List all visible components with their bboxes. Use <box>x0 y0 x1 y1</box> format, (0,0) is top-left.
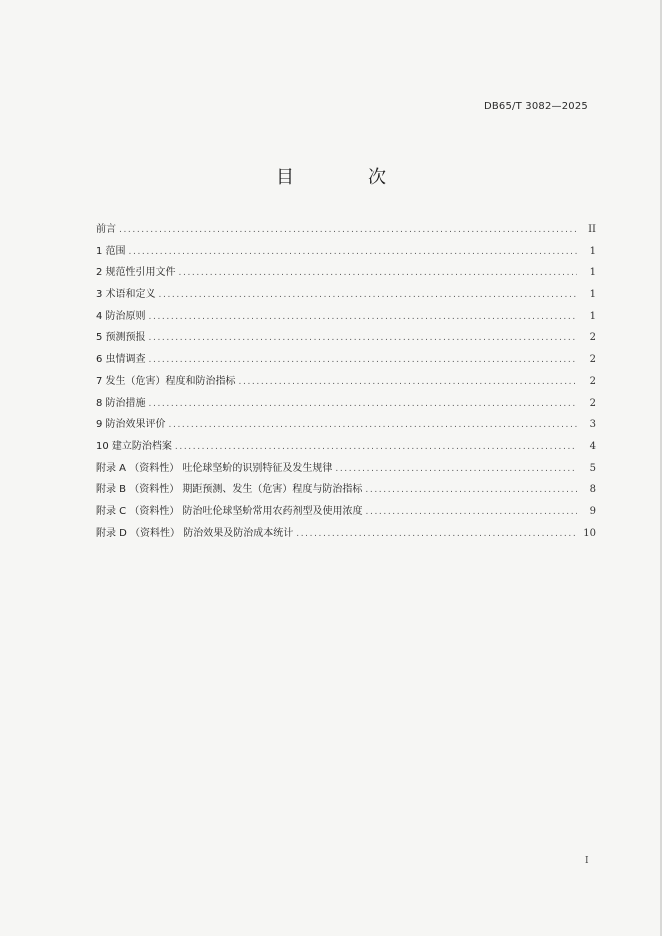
toc-leader-dots <box>159 285 577 307</box>
toc-entry[interactable] <box>96 371 596 393</box>
toc-entry-label: 附录 B （资料性） 期距预测、发生（危害）程度与防治指标 <box>96 484 363 496</box>
toc-entry-label: 8 防治措施 <box>96 397 146 409</box>
toc-entry-label: 附录 A （资料性） 吐伦球坚蚧的识别特征及发生规律 <box>96 462 333 474</box>
toc-entry[interactable] <box>96 501 596 523</box>
toc-entry[interactable] <box>96 262 596 284</box>
toc-entry-page: 2 <box>589 375 596 387</box>
toc-leader-dots <box>149 350 577 372</box>
toc-entry[interactable] <box>96 414 596 436</box>
toc-entry-page: 2 <box>589 397 596 409</box>
toc-leader-dots <box>239 372 577 394</box>
toc-entry-label: 4 防治原则 <box>96 310 146 322</box>
toc-entry-label: 2 规范性引用文件 <box>96 267 176 279</box>
toc-entry-label: 附录 C （资料性） 防治吐伦球坚蚧常用农药剂型及使用浓度 <box>96 505 363 517</box>
page-number: I <box>585 856 589 866</box>
toc-entry[interactable] <box>96 436 596 458</box>
toc-entry-label: 附录 D （资料性） 防治效果及防治成本统计 <box>96 527 294 539</box>
toc-entry[interactable] <box>96 327 596 349</box>
toc-entry-page: 8 <box>589 484 596 496</box>
toc-entry[interactable] <box>96 479 596 501</box>
toc-leader-dots <box>365 480 577 502</box>
toc-entry-page: 2 <box>589 332 596 344</box>
toc-entry-label: 前言 <box>96 224 116 235</box>
toc-entry[interactable] <box>96 349 596 371</box>
table-of-contents <box>96 219 596 544</box>
toc-leader-dots <box>149 394 577 416</box>
toc-entry-page: II <box>588 224 596 235</box>
toc-entry-label: 1 范围 <box>96 245 126 257</box>
toc-leader-dots <box>169 415 577 437</box>
toc-entry-label: 10 建立防治档案 <box>96 440 172 452</box>
toc-entry[interactable] <box>96 393 596 415</box>
toc-leader-dots <box>129 242 577 264</box>
toc-leader-dots <box>335 459 577 481</box>
toc-entry-page: 1 <box>589 245 596 257</box>
toc-entry-label: 5 预测预报 <box>96 332 146 344</box>
standard-code: DB65/T 3082—2025 <box>483 101 588 112</box>
toc-entry-page: 1 <box>589 289 596 301</box>
toc-entry-page: 9 <box>589 505 596 517</box>
toc-entry-label: 3 术语和定义 <box>96 289 156 301</box>
toc-leader-dots <box>175 437 577 459</box>
toc-entry-page: 3 <box>589 419 596 431</box>
toc-entry-label: 6 虫情调查 <box>96 354 146 366</box>
toc-leader-dots <box>149 307 577 329</box>
toc-entry-page: 10 <box>583 527 596 539</box>
toc-entry-page: 1 <box>589 310 596 322</box>
toc-entry[interactable] <box>96 241 596 263</box>
toc-entry-page: 5 <box>589 462 596 474</box>
toc-leader-dots <box>296 524 577 546</box>
toc-leader-dots <box>149 328 577 350</box>
toc-entry[interactable] <box>96 219 596 241</box>
toc-leader-dots <box>366 502 577 524</box>
toc-entry-label: 7 发生（危害）程度和防治指标 <box>96 375 236 387</box>
toc-entry[interactable] <box>96 306 596 328</box>
toc-entry[interactable] <box>96 458 596 480</box>
toc-leader-dots <box>119 220 577 242</box>
toc-entry-page: 1 <box>589 267 596 279</box>
toc-entry-page: 2 <box>589 354 596 366</box>
toc-title: 目 次 <box>276 167 414 188</box>
toc-entry[interactable] <box>96 284 596 306</box>
toc-leader-dots <box>179 263 577 285</box>
toc-entry[interactable] <box>96 523 596 545</box>
toc-entry-page: 4 <box>589 440 596 452</box>
toc-entry-label: 9 防治效果评价 <box>96 419 166 431</box>
